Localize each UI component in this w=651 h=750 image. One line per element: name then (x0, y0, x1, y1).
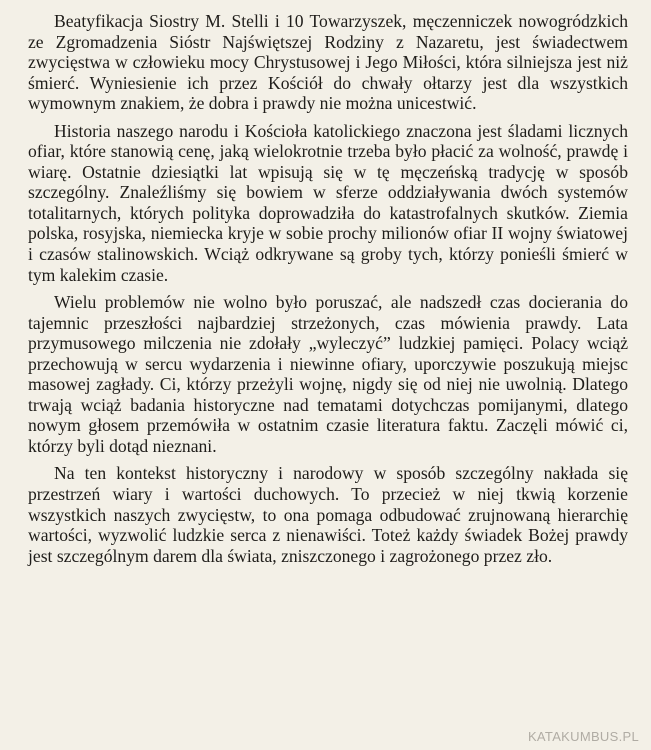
watermark-text: KATAKUMBUS.PL (527, 729, 639, 744)
paragraph-1: Beatyfikacja Siostry M. Stelli i 10 Towarzyszek, męczenniczek nowogródzkich ze Zgromadzenia Sióstr Najświętszej Rodziny z Nazaretu, jest świadectwem zwycięstwa w człowieku mocy Chrystusowej i Jego Miłości, która silniejsza jest niż śmierć. Wyniesienie ich przez Kościół do chwały ołtarzy jest dla wszystkich wymownym znakiem, że dobra i prawdy nie można unicestwić. (28, 11, 628, 114)
document-body (28, 11, 628, 566)
paragraph-4: Na ten kontekst historyczny i narodowy w sposób szczególny nakłada się przestrzeń wiary i wartości duchowych. To przecież w niej tkwią korzenie wszystkich naszych zwycięstw, to ona pomaga odbudować zrujnowaną hierarchię wartości, wyzwolić ludzkie serca z nienawiści. Toteż każdy świadek Bożej prawdy jest szczególnym darem dla świata, zniszczonego i zagrożonego przez zło. (28, 463, 628, 566)
paragraph-2: Historia naszego narodu i Kościoła katolickiego znaczona jest śladami licznych ofiar, które stanowią cenę, jaką wielokrotnie trzeba było płacić za wolność, prawdę i wiarę. Ostatnie dziesiątki lat wpisują się w tę męczeńską tradycję w sposób szczególny. Znaleźliśmy się bowiem w sferze oddziaływania dwóch systemów totalitarnych, których polityka doprowadziła do katastrofalnych skutków. Ziemia polska, rosyjska, niemiecka kryje w sobie prochy milionów ofiar II wojny światowej i czasów stalinowskich. Wciąż odkrywane są groby tych, którzy ponieśli śmierć w tym kalekim czasie. (28, 120, 628, 285)
paragraph-3: Wielu problemów nie wolno było poruszać, ale nadszedł czas docierania do tajemnic przeszłości najbardziej strzeżonych, czas mówienia prawdy. Lata przymusowego milczenia nie zdołały „wyleczyć” ludzkiej pamięci. Polacy wciąż przechowują w sercu wydarzenia i niewinne ofiary, uporczywie poszukują miejsc masowej zagłady. Ci, którzy przeżyli wojnę, nigdy się od niej nie uwolnią. Dlatego trwają wciąż badania historyczne nad tematami dotychczas pomijanymi, dlatego nowym głosem przemówiła w ostatnim czasie literatura faktu. Zaczęli mówić ci, którzy byli dotąd nieznani. (28, 292, 628, 456)
